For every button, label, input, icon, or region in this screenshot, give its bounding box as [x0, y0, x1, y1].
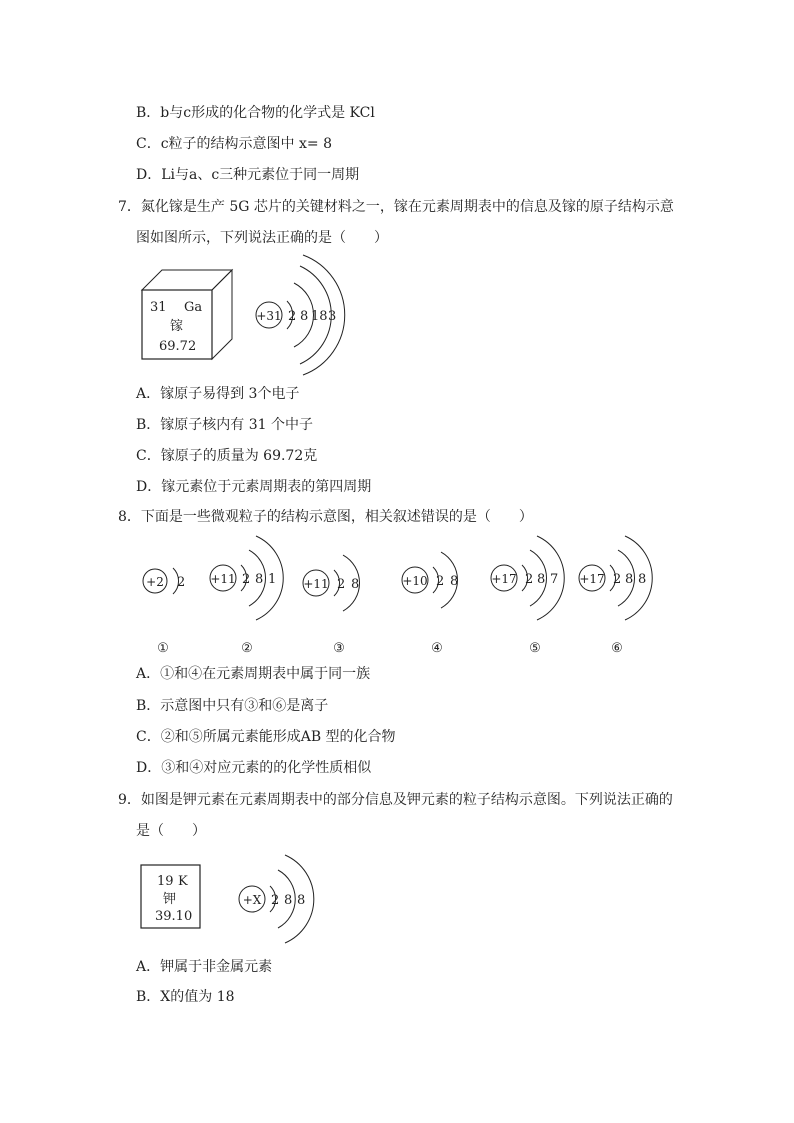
particle-5-shell-3: 7 [550, 572, 559, 587]
particle-3-shell-2: 8 [351, 577, 360, 592]
particle-4-shell-1: 2 [436, 574, 445, 589]
q9-stem-line2: 是（ ） [136, 823, 206, 839]
particle-6-shell-3: 8 [638, 572, 647, 587]
particle-5-shell-1: 2 [525, 572, 534, 587]
potassium-number: 19 [157, 874, 174, 889]
particle-5-nucleus: +17 [491, 572, 517, 586]
q7-stem-line1: 7．氮化镓是生产 5G 芯片的关键材料之一，镓在元素周期表中的信息及镓的原子结构示意 [118, 199, 674, 215]
particle-4-label: ④ [431, 641, 443, 656]
potassium-shell-1: 2 [271, 893, 280, 908]
gallium-shell-4-electrons: 3 [328, 309, 337, 324]
particle-3-shell-1: 2 [337, 577, 346, 592]
particle-2-shell-3: 1 [268, 572, 277, 587]
q7-option-b: B．镓原子核内有 31 个中子 [136, 417, 314, 433]
q8-stem: 8．下面是一些微观粒子的结构示意图，相关叙述错误的是（ ） [118, 509, 533, 525]
q6-option-d: D．Li与a、c三种元素位于同一周期 [136, 167, 360, 183]
potassium-nucleus-charge: +X [242, 893, 262, 907]
q9-option-b: B．X的值为 18 [136, 989, 235, 1005]
q7-option-d: D．镓元素位于元素周期表的第四周期 [136, 479, 372, 495]
q9-option-a: A．钾属于非金属元素 [136, 959, 273, 975]
particle-2-shell-2: 8 [255, 572, 264, 587]
gallium-shell-3-electrons: 18 [311, 309, 328, 324]
particle-5-shell-2: 8 [537, 572, 546, 587]
q8-option-c: C．②和⑤所属元素能形成AB 型的化合物 [136, 729, 396, 745]
q7-option-a: A．镓原子易得到 3个电子 [136, 386, 300, 402]
potassium-element-card [141, 865, 200, 928]
particle-3-label: ③ [333, 641, 345, 656]
potassium-mass: 39.10 [155, 909, 193, 924]
gallium-name: 镓 [170, 319, 184, 334]
gallium-nucleus-charge: +31 [256, 309, 282, 323]
q8-option-b: B．示意图中只有③和⑥是离子 [136, 698, 329, 714]
gallium-mass: 69.72 [159, 339, 197, 354]
q8-option-d: D．③和④对应元素的的化学性质相似 [136, 760, 372, 776]
particle-1-label: ① [157, 641, 169, 656]
particle-4-nucleus: +10 [402, 574, 428, 588]
particle-6-shell-1: 2 [613, 572, 622, 587]
gallium-number: 31 [150, 300, 167, 315]
particle-2-shell-1: 2 [242, 572, 251, 587]
q6-option-c: C．c粒子的结构示意图中 x= 8 [136, 136, 332, 152]
particle-4-shell-2: 8 [450, 574, 459, 589]
potassium-atom-diagram [239, 855, 314, 943]
particle-5-label: ⑤ [529, 641, 541, 656]
particle-1-shell-1: 2 [177, 575, 186, 590]
particle-6-shell-2: 8 [625, 572, 634, 587]
gallium-symbol: Ga [184, 300, 203, 315]
q7-stem-line2: 图如图所示，下列说法正确的是（ ） [136, 230, 388, 246]
q9-stem-line1: 9．如图是钾元素在元素周期表中的部分信息及钾元素的粒子结构示意图。下列说法正确的 [118, 792, 673, 808]
particle-2-nucleus: +11 [210, 572, 236, 586]
particle-2-label: ② [241, 641, 253, 656]
particle-3-nucleus: +11 [303, 577, 329, 591]
particle-1-nucleus: +2 [146, 575, 164, 589]
gallium-shell-2-electrons: 8 [300, 309, 309, 324]
potassium-symbol: K [178, 874, 188, 889]
q8-option-a: A．①和④在元素周期表中属于同一族 [136, 666, 371, 682]
particle-6-label: ⑥ [611, 641, 623, 656]
potassium-name: 钾 [163, 892, 177, 907]
gallium-shell-1-electrons: 2 [288, 309, 297, 324]
particle-6-nucleus: +17 [579, 572, 605, 586]
q6-option-b: B．b与c形成的化合物的化学式是 KCl [136, 105, 375, 121]
potassium-shell-2: 8 [284, 893, 293, 908]
q7-option-c: C．镓原子的质量为 69.72克 [136, 448, 318, 464]
potassium-shell-3: 8 [297, 893, 306, 908]
